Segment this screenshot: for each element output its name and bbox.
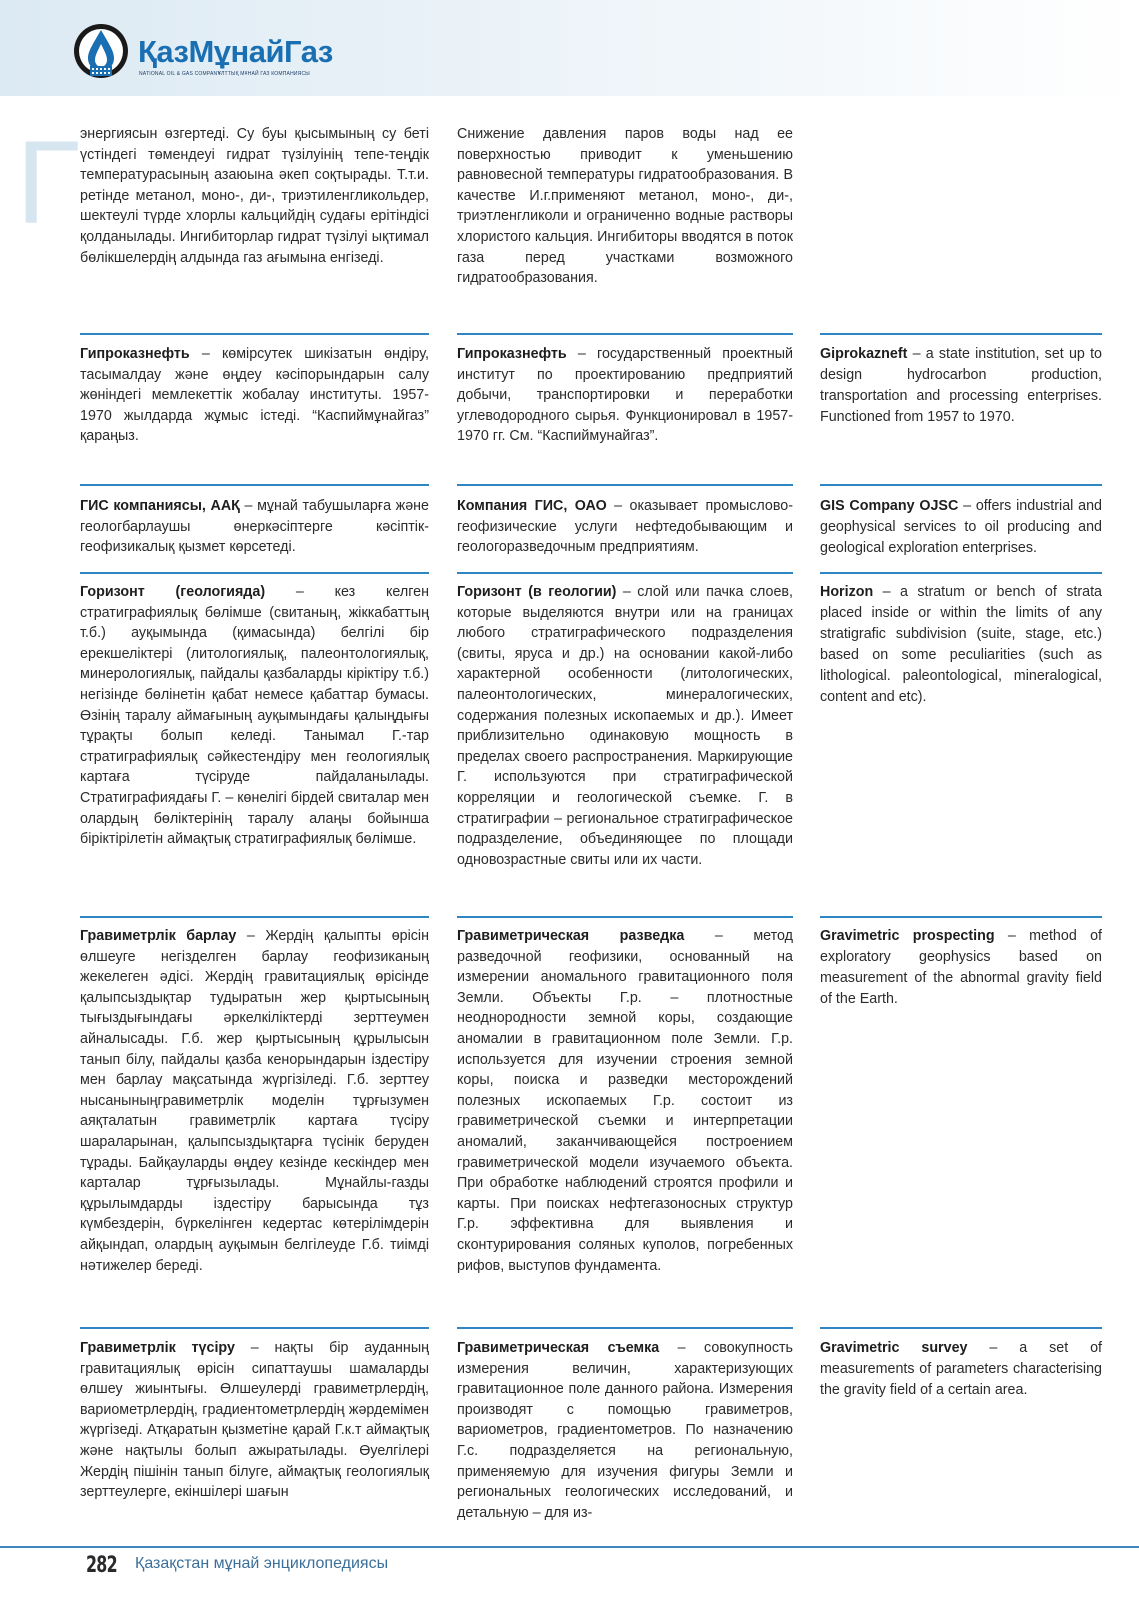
entry-divider bbox=[820, 916, 1102, 918]
entry-kk bbox=[80, 582, 429, 850]
entry-term: ГИС компаниясы, ААҚ bbox=[80, 498, 240, 514]
entry-ru bbox=[457, 1338, 793, 1523]
entry-ru bbox=[457, 344, 793, 447]
entry-term: Горизонт (геологияда) bbox=[80, 584, 266, 600]
entry-body: – государственный проектный институт по проектированию предприятий добычи, транспортировки и переработки углеводородного сырья. Функционировал в 1957-1970 гг. См. “Каспиймунайгаз”. bbox=[457, 346, 793, 445]
entry-kk bbox=[80, 344, 429, 447]
entry-term: Компания ГИС, ОАО bbox=[457, 498, 607, 514]
entry-body: Снижение давления паров воды над ее поверхностью приводит к уменьшению равновесной температуры гидратообразования. В качестве И.г.применяют метанол, моно-, ди-, триэтленгликоли и ограниченно водные растворы хлористого кальция. Ингибиторы вводятся в поток газа перед участками возможного гидратообразования. bbox=[457, 126, 793, 287]
entry-en bbox=[820, 344, 1102, 428]
entry-body: энергиясын өзгертеді. Су буы қысымының су беті үстіндегі төмендеуі гидрат түзілуінің тепе-теңдік температурасының азаюына әкеп соқтырады. Т.т.и. ретінде метанол, моно-, ди-, триэтиленгликольдер, шектеулі түрде хлорлы кальцийдің судағы ерітіндісі қолданылады. Ингибиторлар гидрат түзілуі ықтимал бөлікшелердің алдында газ ағымына енгізеді. bbox=[80, 126, 429, 266]
entry-term: Гравиметрическая съемка bbox=[457, 1340, 660, 1356]
entry-divider bbox=[820, 484, 1102, 486]
entry-body: – Жердің қалыпты өрісін өлшеуге негізделген барлау геофизиканың жекелеген әдісі. Жердің гравитациялық өрісінде қалыпсыздықтар тудыратын жер қыртысының тығыздығындағы әркелкіліктерді зерттеумен айналысады. Г.б. жер қыртысының құрылысын танып білу, пайдалы қазба кенорындарын іздестіру мен барлау мақсатында жүргізіледі. Г.б. зерттеу нысаныныңгравиметрлік моделін тұрғызумен аяқталатын гравиметрлік картаға түсіру шараларынан, қалыпсыздықтарға түсінік беруден тұрады. Байқауларды өңдеу кезінде кескіндер мен карталар тұрғызылады. Мұнайлы-газды құрылымдарды іздестіру барысында тұз күмбездерін, бүркелінген кедертас көтерілімдерін айқындап, олардың ауқымын белгілеуде Г.б. тиімді нәтижелер береді. bbox=[80, 928, 429, 1274]
entry-kk bbox=[80, 926, 429, 1276]
entry-divider bbox=[457, 572, 793, 574]
entry-divider bbox=[80, 916, 429, 918]
entry-term: GIS Company OJSC bbox=[820, 498, 959, 514]
brand-tagline-kk: ҰЛТТЫҚ МҰНАЙ ГАЗ КОМПАНИЯСЫ bbox=[218, 71, 310, 77]
entry-continuation-kk bbox=[80, 124, 429, 268]
entry-body: – нақты бір ауданның гравитациялық өрісін сипаттаушы шамаларды өлшеу жиынтығы. Өлшеулерді гравиметрлердің, вариометрлердің, градиентометрлердің жәрдемімен жүргізеді. Атқаратын қызметіне қарай Г.к.т аймақтық және нақтылы болып ажыратылады. Өуелгілері Жердің пішінін танып білуге, аймақтық геологиялық зерттеулерге, екіншілері шағын bbox=[80, 1340, 429, 1501]
entry-divider bbox=[80, 572, 429, 574]
entry-divider bbox=[80, 484, 429, 486]
entry-term: Гипроказнефть bbox=[457, 346, 567, 362]
entry-kk bbox=[80, 496, 429, 558]
entry-body: – offers industrial and geophysical services to oil producing and geological exploration enterprises. bbox=[820, 498, 1102, 556]
entry-body: – слой или пачка слоев, которые выделяются внутри или на границах любого стратиграфического подразделения (свиты, яруса и др.) на основании какой-либо характерной особенности (литологических, палеонтологических, минералогических, содержания полезных ископаемых и др.). Имеет приблизительно одинаковую мощность в пределах своего распространения. Маркирующие Г. используются при стратиграфической корреляции и геологической съемке. Г. в стратиграфии – региональное стратиграфическое подразделение, объединяющее по площади одновозрастные свиты или их части. bbox=[457, 584, 793, 868]
entry-term: Horizon bbox=[820, 584, 874, 600]
entry-term: Gravimetric survey bbox=[820, 1340, 968, 1356]
entry-ru bbox=[457, 926, 793, 1276]
entry-continuation-ru bbox=[457, 124, 793, 289]
entry-term: Гипроказнефть bbox=[80, 346, 190, 362]
entry-body: – метод разведочной геофизики, основанный на измерении аномального гравитационного поля Земли. Объекты Г.р. – плотностные неоднородности земной коры, создающие аномалии в гравитационном поле Земли. Г.р. используется для изучении строения земной коры, поиска и разведки месторождений полезных ископаемых Г.р. состоит из гравиметрической съемки и интерпретации аномалий, заканчивающейся построением гравиметрической модели изучаемого объекта. При обработке наблюдений строятся профили и карты. При поисках нефтегазоносных структур Г.р. эффективна для выявления и сконтурирования соляных куполов, погребенных рифов, выступов фундамента. bbox=[457, 928, 793, 1274]
book-title: Қазақстан мұнай энциклопедиясы bbox=[135, 1555, 389, 1572]
entry-body: – a set of measurements of parameters characterising the gravity field of a certain area. bbox=[820, 1340, 1102, 1398]
entry-ru bbox=[457, 582, 793, 870]
entry-term: Giprokazneft bbox=[820, 346, 908, 362]
entry-en bbox=[820, 496, 1102, 559]
page-number: 282 bbox=[86, 1553, 117, 1578]
kmg-logo-icon bbox=[72, 22, 130, 80]
entry-divider bbox=[457, 1327, 793, 1329]
entry-en bbox=[820, 926, 1102, 1010]
entry-divider bbox=[80, 1327, 429, 1329]
entry-en bbox=[820, 582, 1102, 708]
section-letter: Г bbox=[16, 117, 80, 249]
entry-body: – мұнай табушыларға және геологбарлаушы өнеркәсіптерге кәсіптік- геофизикалық қызмет көрсетеді. bbox=[80, 498, 429, 556]
entry-divider bbox=[457, 333, 793, 335]
footer-divider bbox=[0, 1546, 1139, 1548]
entry-term: Гравиметрлік барлау bbox=[80, 928, 237, 944]
entry-body: – көмірсутек шикізатын өндіру, тасымалдау және өңдеу кәсіпорындарын салу жөніндегі мемлекеттік жобалау институты. 1957-1970 жылдарда жұмыс істеді. “Каспиймұнайгаз” қараңыз. bbox=[80, 346, 429, 445]
entry-body: – a state institution, set up to design hydrocarbon production, transportation and processing enterprises. Functioned from 1957 to 1970. bbox=[820, 346, 1102, 425]
entry-body: – a stratum or bench of strata placed inside or within the limits of any stratigrafic subdivision (suite, stage, etc.) based on some peculiarities (such as lithological. paleontological, mineralogical, content and etc). bbox=[820, 584, 1102, 705]
brand-tagline-en: NATIONAL OIL & GAS COMPANY bbox=[139, 71, 221, 77]
entry-divider bbox=[457, 916, 793, 918]
entry-body: – method of exploratory geophysics based on measurement of the abnormal gravity field of the Earth. bbox=[820, 928, 1102, 1007]
entry-divider bbox=[820, 1327, 1102, 1329]
entry-term: Горизонт (в геологии) bbox=[457, 584, 617, 600]
entry-divider bbox=[80, 333, 429, 335]
brand-name: ҚазМұнайГаз bbox=[138, 34, 333, 69]
entry-term: Гравиметрическая разведка bbox=[457, 928, 685, 944]
entry-divider bbox=[820, 572, 1102, 574]
entry-body: – оказывает промыслово-геофизические услуги нефтедобывающим и геологоразведочным предприятиям. bbox=[457, 498, 794, 556]
entry-divider bbox=[457, 484, 793, 486]
entry-body: – кез келген стратиграфиялық бөлімше (свитаның, жіккабаттың т.б.) ауқымында (қимасында) белгілі бір ерекшеліктері (литологиялық, палеонтологиялық, минерологиялық, пайдалы қазбаларды кіріктіру т.б.) негізінде бөлінетін қабат немесе қабаттар бумасы. Өзінің таралу аймағының ауқымындағы қалыңдығы тұрақты болып келеді. Танымал Г.-тар стратиграфиялық сәйкестендіру мен геологиялық картаға түсіруде пайдаланылады. Стратиграфиядағы Г. – көнелігі бірдей свиталар мен олардың бөліктерінің таралу алаңы бойынша біріктірілетін аймақтық стратиграфиялық бөлімше. bbox=[80, 584, 429, 848]
entry-body: – совокупность измерения величин, характеризующих гравитационное поле данного района. Измерения производят с помощью гравиметров, вариометров, градиентометров. По назначению Г.с. подразделяется на региональную, применяемую для изучения фигуры Земли и региональных геологических исследований, и детальную – для из- bbox=[457, 1340, 793, 1521]
entry-kk bbox=[80, 1338, 429, 1503]
entry-term: Gravimetric prospecting bbox=[820, 928, 995, 944]
entry-divider bbox=[820, 333, 1102, 335]
entry-term: Гравиметрлік түсіру bbox=[80, 1340, 235, 1356]
entry-en bbox=[820, 1338, 1102, 1401]
entry-ru bbox=[457, 496, 793, 558]
